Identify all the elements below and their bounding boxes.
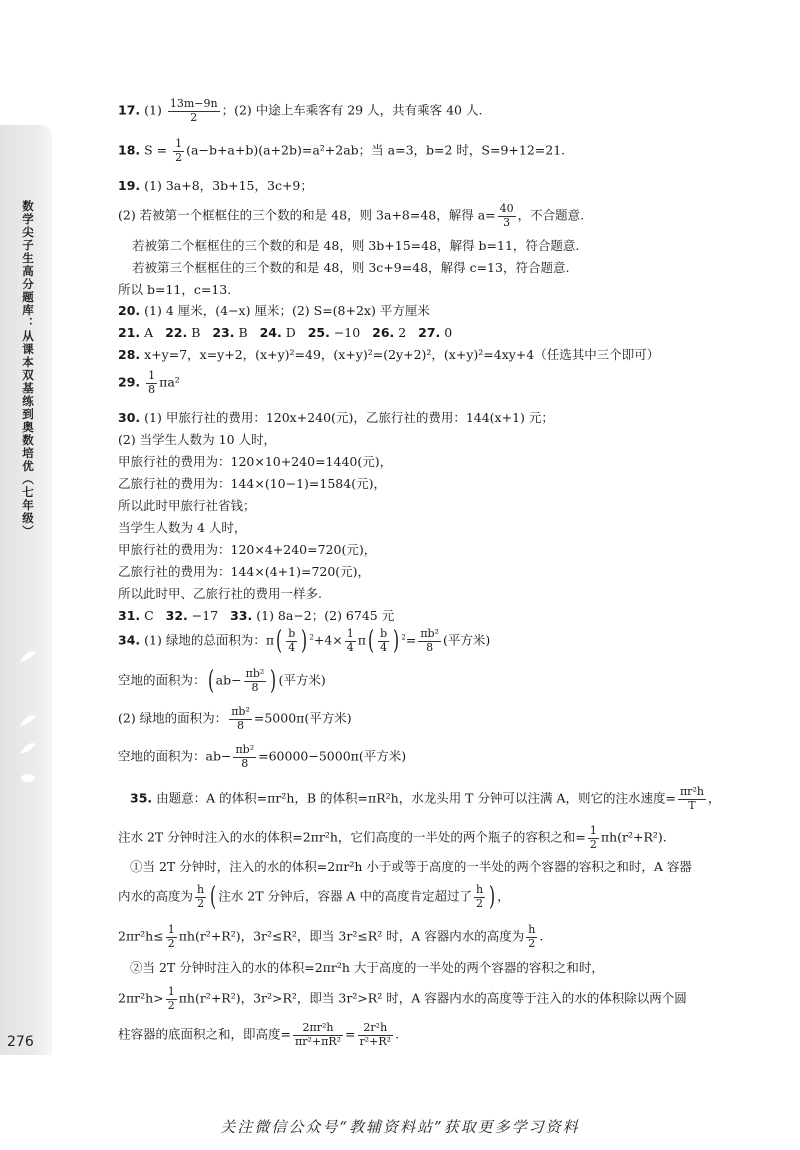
fraction: $\frac{1}{8}$ (148, 369, 156, 396)
answer-35-line: ①当 2T 分钟时，注入的水的体积=2πr²h 小于或等于高度的一半处的两个容器的容积之和时，A 容器 (130, 859, 692, 874)
answer-30-line: 所以此时甲、乙旅行社的费用一样多. (118, 586, 322, 601)
fraction: $\frac{1}{2}$ (167, 985, 175, 1012)
fraction: $\frac{h}{2}$ (197, 883, 205, 910)
answer-30-line: 甲旅行社的费用为：120×10+240=1440(元)， (118, 454, 393, 469)
fraction: $\frac{h}{2}$ (475, 883, 484, 910)
fraction: $\frac{\text{2r²h}}{\text{r²+R²}}$ (359, 1021, 392, 1048)
answer-30-line: 当学生人数为 4 人时， (118, 520, 247, 535)
answers-21-27: 21. A 22. B 23. B 24. D 25. −10 26. 2 27. 0 (118, 325, 453, 340)
answer-19-line: 若被第三个框框住的三个数的和是 48，则 3c+9=48，解得 c=13，符合题意. (132, 260, 570, 275)
answer-34-part: (2) 绿地的面积为： $\frac{\text{πb²}}{8}$ =5000π(平方米) (118, 705, 352, 732)
leaf-decoration-icon (18, 712, 38, 728)
answer-18: 18. S = $\frac{1}{2}$ (a−b+a+b)(a+2b)=a²+2ab；当 a=3，b=2 时，S=9+12=21. (118, 137, 566, 164)
leaf-decoration-icon (18, 648, 38, 664)
fraction: $\frac{1}{2}$ (167, 923, 175, 950)
answer-35-line: 柱容器的底面积之和，即高度= $\frac{\text{2πr²h}}{\text{πr²+πR²}}$ = $\frac{\text{2r²h}}{\text{r²+R²}}$ . (118, 1021, 400, 1048)
fraction: $\frac{1}{2}$ (589, 824, 597, 851)
answer-19: 19. (1) 3a+8，3b+15，3c+9； (118, 178, 313, 193)
answer-35-line: 2πr²h> $\frac{1}{2}$ πh(r²+R²)，3r²>R²，即当 3r²>R² 时，A 容器内水的高度等于注入的水的体积除以两个圆 (118, 985, 687, 1012)
answer-35-line: ②当 2T 分钟时注入的水的体积=2πr²h 大于高度的一半处的两个容器的容积之和时， (130, 960, 604, 975)
fraction: $\frac{\text{πb²}}{8}$ (420, 627, 439, 654)
answer-30-line: 甲旅行社的费用为：120×4+240=720(元)， (118, 542, 377, 557)
fraction: $\frac{h}{2}$ (528, 923, 536, 950)
fraction: $\frac{\text{πb²}}{8}$ (245, 667, 265, 694)
answer-19-line: 若被第二个框框住的三个数的和是 48，则 3b+15=48，解得 b=11，符合题意. (132, 238, 580, 253)
answer-19-part2: (2) 若被第一个框框住的三个数的和是 48，则 3a+8=48，解得 a= $\frac{40}{3}$ ，不合题意. (118, 202, 585, 229)
fraction: $\frac{\text{πb²}}{8}$ (235, 743, 255, 770)
answer-34-part: 空地的面积为：ab− $\frac{\text{πb²}}{8}$ =60000−5000π(平方米) (118, 743, 407, 770)
answer-19-line: 所以 b=11，c=13. (118, 282, 232, 297)
fraction: $\frac{b}{4}$ (288, 627, 296, 654)
answer-30-line: (2) 当学生人数为 10 人时， (118, 432, 277, 447)
fraction: $\frac{13m-9n}{2}$ (169, 97, 218, 124)
answer-29: 29. $\frac{1}{8}$ πa² (118, 369, 180, 396)
answer-28: 28. x+y=7，x=y+2，(x+y)²=49，(x+y)²=(2y+2)²，(x+y)²=4xy+4（任选其中三个即可） (118, 347, 660, 362)
leaf-decoration-icon (18, 740, 38, 756)
answer-30-line: 所以此时甲旅行社省钱； (118, 498, 256, 513)
footer-watermark: 关注微信公众号“教辅资料站”获取更多学习资料 (220, 1118, 580, 1136)
answer-17: 17. (1) $\frac{13m-9n}{2}$ ；(2) 中途上车乘客有 29 人，共有乘客 40 人. (118, 97, 483, 124)
answer-35-line: 注水 2T 分钟时注入的水的体积=2πr²h，它们高度的一半处的两个瓶子的容积之和= $\frac{1}{2}$ πh(r²+R²). (118, 824, 667, 851)
fraction: $\frac{1}{4}$ (346, 627, 354, 654)
answers-31-33: 31. C 32. −17 33. (1) 8a−2；(2) 6745 元 (118, 608, 395, 623)
fraction: $\frac{1}{2}$ (175, 137, 183, 164)
answer-20: 20. (1) 4 厘米，(4−x) 厘米；(2) S=(8+2x) 平方厘米 (118, 303, 430, 318)
answer-30-line: 乙旅行社的费用为：144×(4+1)=720(元)， (118, 564, 371, 579)
answer-35: 35. 由题意：A 的体积=πr²h，B 的体积=πR²h，水龙头用 T 分钟可以注满 A，则它的注水速度= $\frac{\text{πr²h}}{T}$ ， (130, 785, 721, 812)
fraction: $\frac{\text{πr²h}}{T}$ (679, 785, 704, 812)
fraction: $\frac{40}{3}$ (499, 202, 514, 229)
answer-30-line: 乙旅行社的费用为：144×(10−1)=1584(元)， (118, 476, 386, 491)
answer-35-line: 2πr²h≤ $\frac{1}{2}$ πh(r²+R²)，3r²≤R²，即当 3r²≤R² 时，A 容器内水的高度为 $\frac{h}{2}$ . (118, 923, 544, 950)
fraction: $\frac{\text{πb²}}{8}$ (231, 705, 250, 732)
answer-34: 34. (1) 绿地的总面积为：π( $\frac{b}{4}$ ) $^2$+4× $\frac{1}{4}$ π( $\frac{b}{4}$ ) $^2$= $\frac{\text{πb²}}{8}$ (平方米) (118, 626, 491, 657)
answer-34-part: 空地的面积为：( ab− $\frac{\text{πb²}}{8}$ ) (平方米) (118, 666, 326, 697)
fraction: $\frac{b}{4}$ (380, 627, 388, 654)
page-number: 276 (7, 1034, 34, 1050)
answer-30: 30. (1) 甲旅行社的费用：120x+240(元)，乙旅行社的费用：144(x+1) 元； (118, 410, 554, 425)
fraction: $\frac{\text{2πr²h}}{\text{πr²+πR²}}$ (294, 1021, 342, 1048)
leaf-decoration-icon (18, 770, 38, 786)
answer-35-line: 内水的高度为 $\frac{h}{2}$ ( 注水 2T 分钟后，容器 A 中的高度肯定超过了 $\frac{h}{2}$ ) ， (118, 882, 510, 913)
book-title-vertical: 数学尖子生高分题库：从课本双基练到奥数培优（七年级） (21, 200, 35, 538)
